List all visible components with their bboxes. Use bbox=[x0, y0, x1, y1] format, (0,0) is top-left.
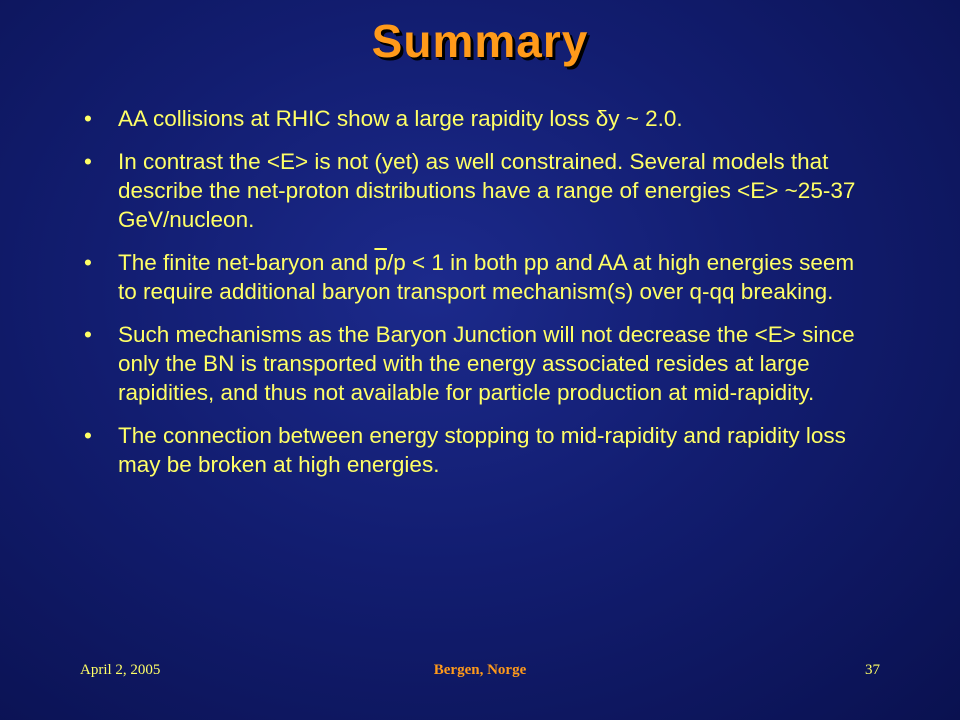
bullet-item: • Such mechanisms as the Baryon Junction will not decrease the <E> since only the BN is transported with the energy associated resides at large rapidities, and thus not available for particle production at mid-rapidity. bbox=[84, 322, 855, 405]
antiproton-symbol: $\overline{p}$ bbox=[374, 250, 387, 275]
bullet-list bbox=[78, 104, 878, 493]
bullet-item: • The connection between energy stopping to mid-rapidity and rapidity loss may be broken at high energies. bbox=[84, 423, 846, 477]
bullet-marker: • bbox=[84, 149, 92, 174]
bullet-marker: • bbox=[84, 423, 92, 448]
bullet-item: • The finite net-baryon and $\overline{p}/p < 1$ in both pp and AA at high energies seem to require additional baryon transport mechanism(s) over q-qq breaking. bbox=[84, 250, 855, 304]
page-number: 37 bbox=[865, 662, 880, 678]
bullet-marker: • bbox=[84, 322, 92, 347]
footer-date: April 2, 2005 bbox=[80, 662, 161, 678]
delta-symbol: δ bbox=[595, 106, 609, 131]
bullet-item: • AA collisions at RHIC show a large rapidity loss δy ~ 2.0. bbox=[84, 106, 683, 131]
bullet-marker: • bbox=[84, 250, 92, 275]
bullet-marker: • bbox=[84, 106, 92, 131]
slide-title: Summary bbox=[371, 15, 589, 67]
bullet-item: • In contrast the <E> is not (yet) as well constrained. Several models that describe the net-proton distributions have a range of energies <E> ~25-37 GeV/nucleon. bbox=[84, 149, 856, 232]
footer-location: Bergen, Norge bbox=[433, 662, 527, 678]
